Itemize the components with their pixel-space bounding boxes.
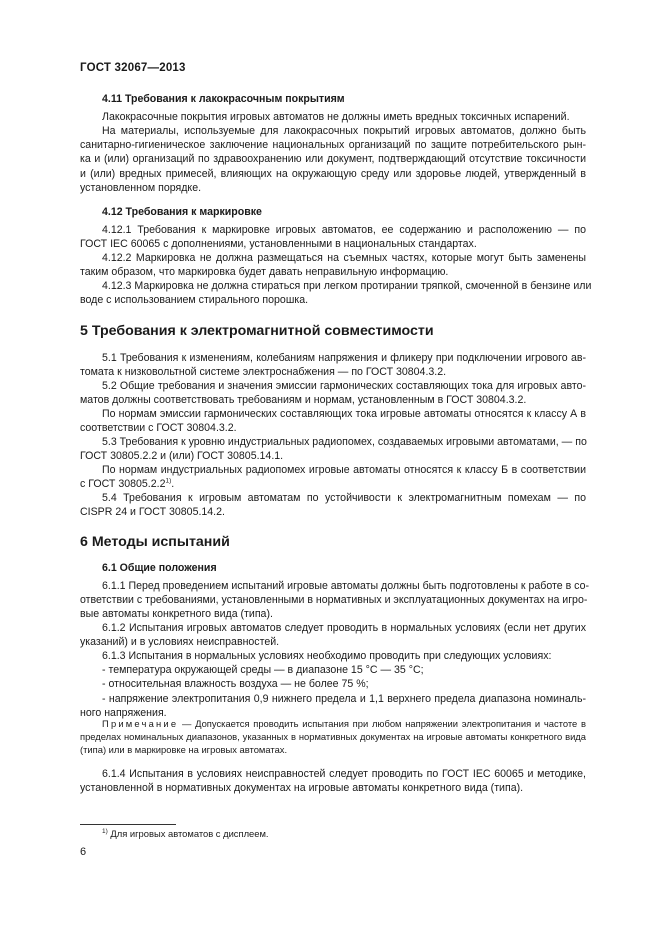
text-line: CISPR 24 и ГОСТ 30805.14.2. (80, 506, 225, 519)
text-line: санитарно-гигиеническое заключение национальных организаций по защите потребительского рын- (80, 139, 586, 152)
text-line: установленной в нормативных документах на игровые автоматы конкретного вида (типа). (80, 782, 524, 795)
section-6-1-3-paragraph (80, 649, 586, 720)
note-label: Примечание (102, 718, 179, 729)
section-5-2-paragraph (80, 379, 586, 407)
note-paragraph (80, 717, 586, 756)
section-4-12-heading: 4.12 Требования к маркировке (102, 206, 262, 218)
text-line: ного напряжения. (80, 706, 167, 719)
footnote (102, 828, 269, 839)
text-line: ответствии с требованиями, установленными в нормативных и эксплуатационных документах на игро- (80, 594, 588, 607)
footnote-reference: 1) (165, 477, 172, 485)
text-line: вые автоматы конкретного вида (типа). (80, 608, 273, 621)
section-5-3-class-paragraph (80, 463, 586, 491)
text-line: 6.1.4 Испытания в условиях неисправностей следует проводить по ГОСТ IEC 60065 и методике, (102, 768, 586, 780)
section-4-12-2-paragraph (80, 251, 586, 279)
text-line: 6.1.1 Перед проведением испытаний игровые автоматы должны быть подготовлены к работе в со- (102, 580, 589, 592)
footnote-text: Для игровых автоматов с дисплеем. (107, 828, 269, 839)
section-4-12-3-paragraph (80, 279, 592, 307)
text-line: матов должны соответствовать требованиям и нормам, установленным в ГОСТ 30804.3.2. (80, 394, 527, 407)
section-5-2-class-paragraph (80, 407, 586, 435)
section-6-1-2-paragraph (80, 621, 586, 649)
text-line: таким образом, что маркировка будет давать неправильную информацию. (80, 266, 449, 279)
section-4-11-paragraph-2 (80, 124, 586, 195)
text-line: 4.12.1 Требования к маркировке игровых автоматов, ее содержанию и расположению — по (102, 224, 586, 236)
document-code: ГОСТ 32067—2013 (80, 62, 186, 74)
text-line: соответствии с ГОСТ 30804.3.2. (80, 422, 237, 435)
text-line: воде с использованием стирального порошка. (80, 294, 309, 307)
text-line: 5.4 Требования к игровым автоматам по устойчивости к электромагнитным помехам — по (102, 492, 586, 504)
text-line: ГОСТ 30805.2.2 и (или) ГОСТ 30805.14.1. (80, 450, 284, 463)
text-line: (типа) или в маркировке на игровых автоматах. (80, 744, 288, 755)
text-fragment: с ГОСТ 30805.2.2 (80, 478, 166, 491)
text-line: Лакокрасочные покрытия игровых автоматов не должны иметь вредных токсичных испарений. (102, 111, 570, 123)
footnote-mark: 1) (102, 827, 108, 835)
section-4-11-heading: 4.11 Требования к лакокрасочным покрытиям (102, 93, 345, 105)
text-line: По нормам эмиссии гармонических составляющих тока игровые автоматы относятся к классу А в (102, 408, 586, 420)
section-5-heading: 5 Требования к электромагнитной совместимости (80, 323, 434, 339)
list-item: - напряжение электропитания 0,9 нижнего предела и 1,1 верхнего предела диапазона номиналь- (102, 692, 586, 705)
text-fragment: — Допускается проводить испытания при любом напряжении электропитания и частоте в (178, 718, 586, 729)
text-line: установленном порядке. (80, 181, 202, 194)
section-4-11-paragraph-1 (80, 110, 586, 124)
text-line: ГОСТ IEC 60065 с дополнениями, установленными в национальных стандартах. (80, 238, 477, 251)
text-line: 5.1 Требования к изменениям, колебаниям напряжения и фликеру при подключении игрового ав- (102, 352, 586, 364)
section-6-1-4-paragraph (80, 767, 586, 795)
section-6-1-1-paragraph (80, 579, 589, 622)
text-line: 5.2 Общие требования и значения эмиссии гармонических составляющих тока для игровых авто- (102, 380, 586, 392)
section-5-1-paragraph (80, 351, 586, 379)
text-line: На материалы, используемые для лакокрасочных покрытий игровых автоматов, должно быть (102, 125, 586, 137)
text-line (80, 717, 586, 730)
text-line: По нормам индустриальных радиопомех игровые автоматы относятся к классу Б в соответствии (102, 464, 586, 476)
section-4-12-1-paragraph (80, 223, 586, 251)
section-6-1-heading: 6.1 Общие положения (102, 562, 217, 574)
text-line: 6.1.3 Испытания в нормальных условиях необходимо проводить при следующих условиях: (102, 650, 552, 662)
text-fragment: . (171, 478, 175, 491)
text-line: томата к низковольтной системе электроснабжения — по ГОСТ 30804.3.2. (80, 366, 447, 379)
section-5-4-paragraph (80, 491, 586, 519)
text-line: указаний) и в условиях неисправностей. (80, 636, 280, 649)
list-item: - относительная влажность воздуха — не более 75 %; (102, 678, 369, 691)
text-line: 6.1.2 Испытания игровых автоматов следует проводить в нормальных условиях (если нет других (102, 622, 586, 634)
page-number: 6 (80, 846, 87, 858)
list-item: - температура окружающей среды — в диапазоне 15 °С — 35 °С; (102, 664, 424, 677)
text-line: 4.12.3 Маркировка не должна стираться при легком протирании тряпкой, смоченной в бензине или (102, 280, 592, 292)
footnote-separator (80, 824, 176, 825)
text-line: ка и (или) организаций по здравоохранению или документ, подтверждающий отсутствие токсичности (80, 153, 586, 166)
text-line: и (или) вредных примесей, влияющих на окружающую среду или здоровье людей, утвержденный в (80, 167, 586, 180)
text-line (80, 477, 586, 491)
text-line: 5.3 Требования к уровню индустриальных радиопомех, создаваемых игровыми автоматами, — по (102, 436, 587, 448)
section-5-3-paragraph (80, 435, 586, 463)
text-line: пределах номинальных диапазонов, указанных в нормативных документах на игровые автоматы конкретного вида (80, 731, 586, 742)
text-line: 4.12.2 Маркировка не должна размещаться на съемных частях, которые могут быть заменены (102, 252, 586, 264)
section-6-heading: 6 Методы испытаний (80, 534, 230, 550)
